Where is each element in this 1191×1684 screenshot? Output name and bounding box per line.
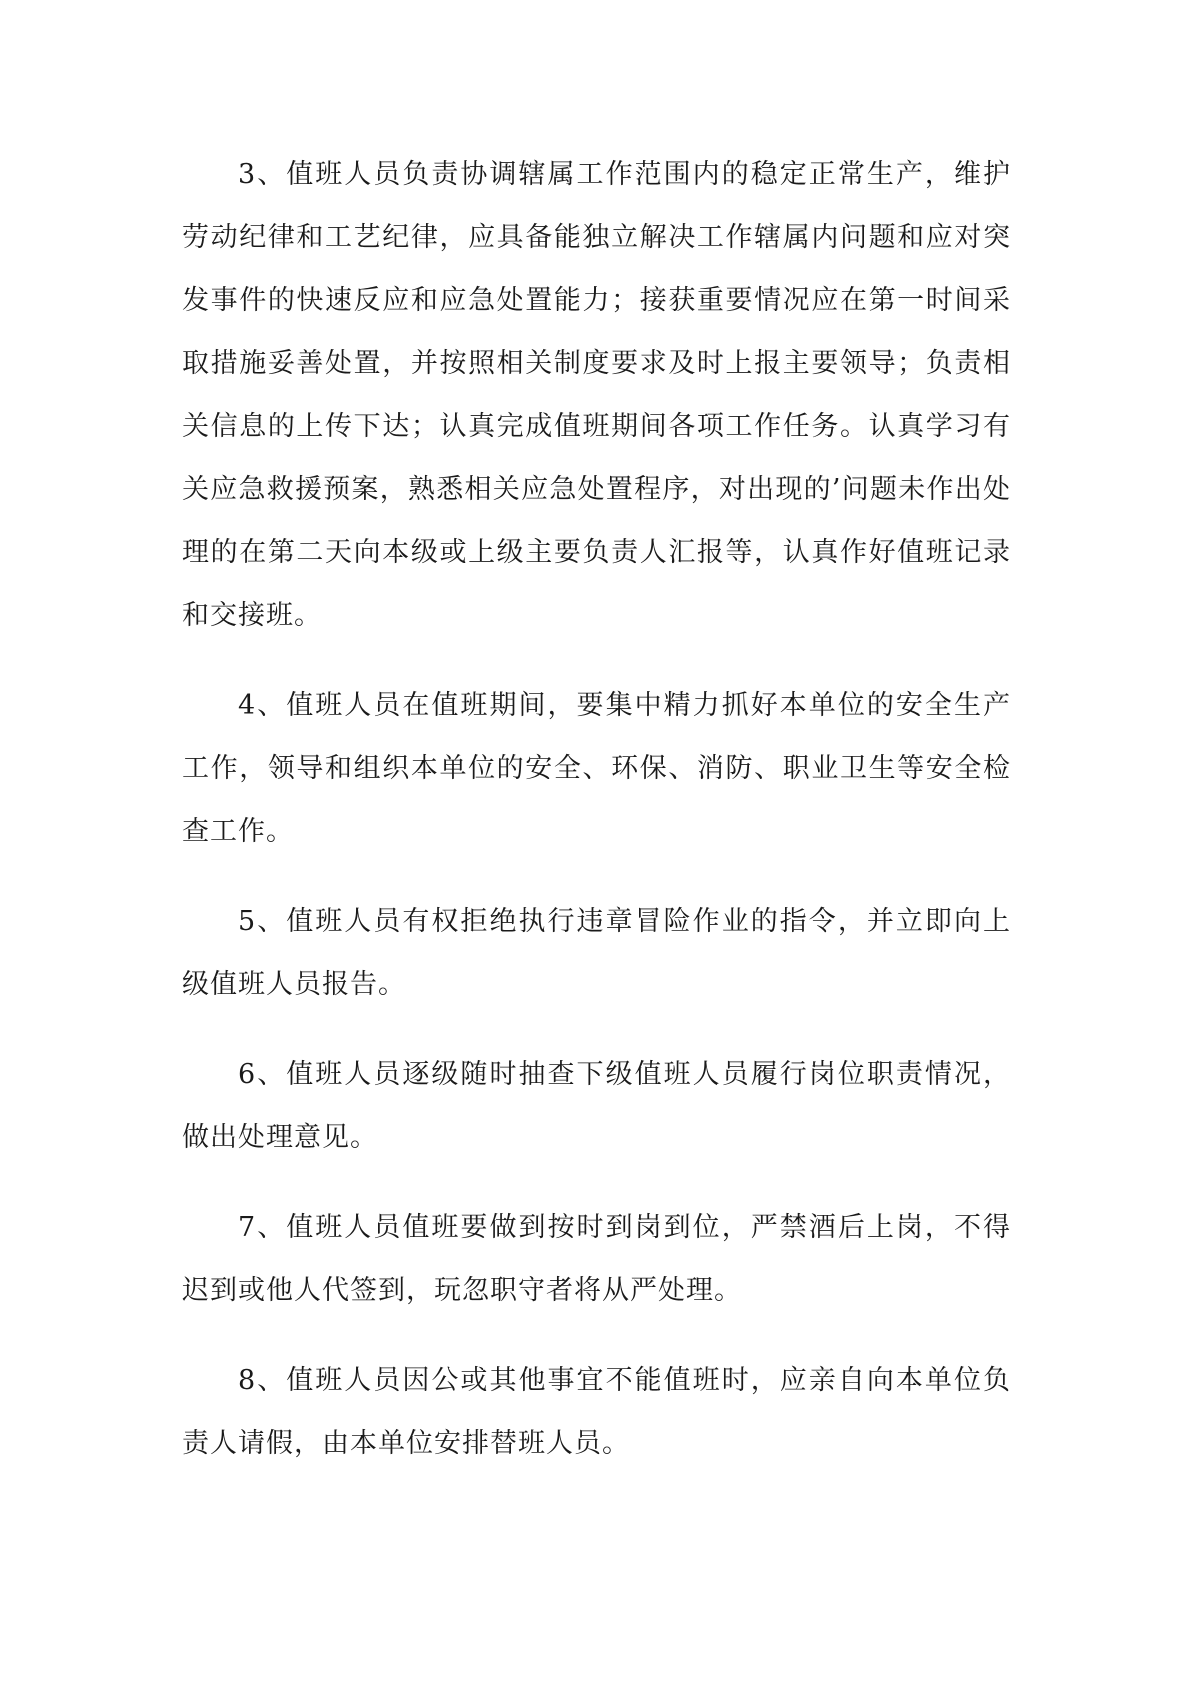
paragraph-item-8: 8、值班人员因公或其他事宜不能值班时，应亲自向本单位负责人请假，由本单位安排替班人员。: [182, 1365, 1011, 1459]
paragraph-item-4: 4、值班人员在值班期间，要集中精力抓好本单位的安全生产工作，领导和组织本单位的安全、环保、消防、职业卫生等安全检查工作。: [182, 690, 1011, 847]
document-body: [182, 143, 1011, 1502]
paragraph-item-7: 7、值班人员值班要做到按时到岗到位，严禁酒后上岗，不得迟到或他人代签到，玩忽职守者将从严处理。: [182, 1212, 1011, 1306]
paragraph-item-3: 3、值班人员负责协调辖属工作范围内的稳定正常生产，维护劳动纪律和工艺纪律，应具备能独立解决工作辖属内问题和应对突发事件的快速反应和应急处置能力；接获重要情况应在第一时间采取措施妥善处置，并按照相关制度要求及时上报主要领导；负责相关信息的上传下达；认真完成值班期间各项工作任务。认真学习有关应急救援预案，熟悉相关应急处置程序，对出现的’问题未作出处理的在第二天向本级或上级主要负责人汇报等，认真作好值班记录和交接班。: [182, 159, 1011, 631]
paragraph-item-5: 5、值班人员有权拒绝执行违章冒险作业的指令，并立即向上级值班人员报告。: [182, 906, 1011, 1000]
paragraph-item-6: 6、值班人员逐级随时抽查下级值班人员履行岗位职责情况，做出处理意见。: [182, 1059, 1011, 1153]
